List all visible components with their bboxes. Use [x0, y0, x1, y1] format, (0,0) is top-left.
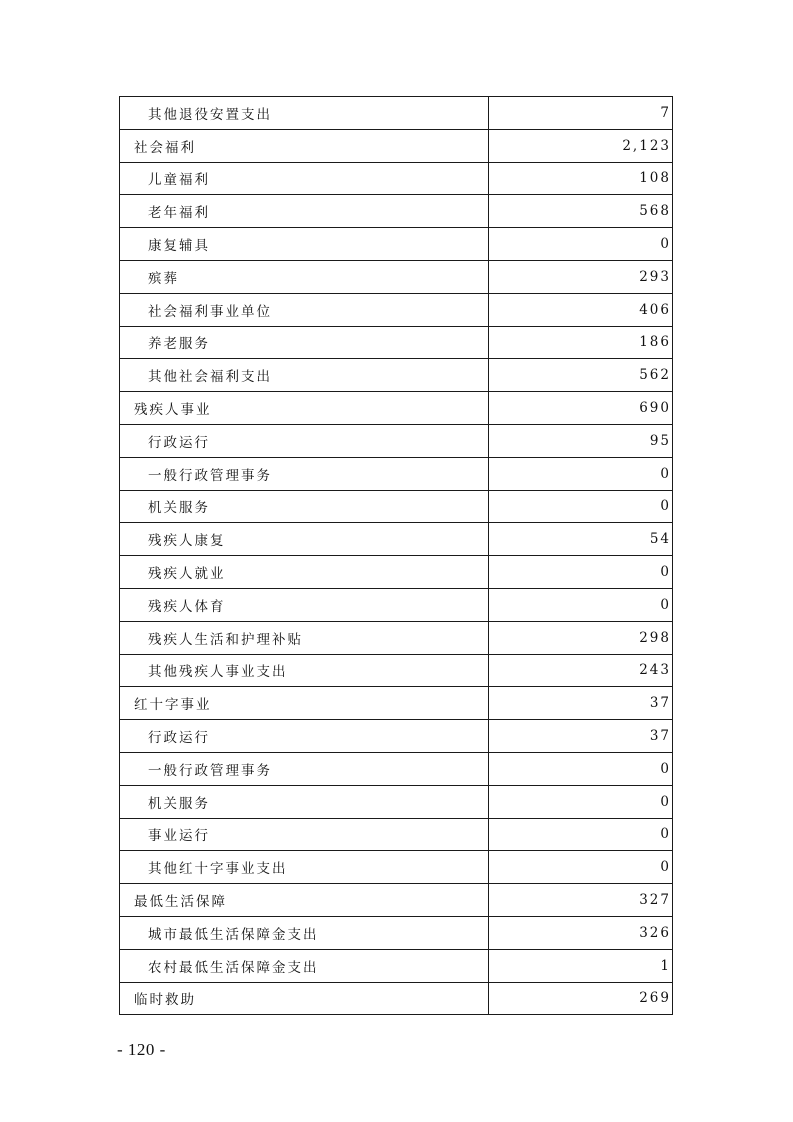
- subitem-name-cell: 其他残疾人事业支出: [120, 654, 489, 687]
- subitem-name-cell: 残疾人体育: [120, 588, 489, 621]
- category-name-cell: 红十字事业: [120, 687, 489, 720]
- subitem-name-cell: 养老服务: [120, 326, 489, 359]
- amount-cell: 2,123: [489, 129, 673, 162]
- subitem-name-cell: 一般行政管理事务: [120, 457, 489, 490]
- subitem-name-cell: 殡葬: [120, 260, 489, 293]
- amount-cell: 0: [489, 785, 673, 818]
- subitem-name-cell: 机关服务: [120, 490, 489, 523]
- amount-cell: 568: [489, 195, 673, 228]
- table-row: [120, 588, 673, 621]
- table-row: [120, 490, 673, 523]
- table-row: [120, 851, 673, 884]
- subitem-name-cell: 其他社会福利支出: [120, 359, 489, 392]
- table-row: [120, 228, 673, 261]
- table-row: [120, 326, 673, 359]
- table-row: [120, 392, 673, 425]
- amount-cell: 37: [489, 720, 673, 753]
- category-name-cell: 最低生活保障: [120, 884, 489, 917]
- table-row: [120, 785, 673, 818]
- subitem-name-cell: 其他退役安置支出: [120, 97, 489, 130]
- amount-cell: 0: [489, 588, 673, 621]
- subitem-name-cell: 残疾人康复: [120, 523, 489, 556]
- subitem-name-cell: 事业运行: [120, 818, 489, 851]
- amount-cell: 95: [489, 424, 673, 457]
- category-name-cell: 临时救助: [120, 982, 489, 1015]
- table-row: [120, 359, 673, 392]
- table-body: [120, 97, 673, 1015]
- subitem-name-cell: 行政运行: [120, 720, 489, 753]
- amount-cell: 1: [489, 949, 673, 982]
- amount-cell: 0: [489, 851, 673, 884]
- category-name-cell: 社会福利: [120, 129, 489, 162]
- table-row: [120, 260, 673, 293]
- subitem-name-cell: 康复辅具: [120, 228, 489, 261]
- page-number: - 120 -: [117, 1040, 166, 1059]
- subitem-name-cell: 社会福利事业单位: [120, 293, 489, 326]
- amount-cell: 690: [489, 392, 673, 425]
- amount-cell: 0: [489, 457, 673, 490]
- subitem-name-cell: 残疾人就业: [120, 556, 489, 589]
- table-row: [120, 884, 673, 917]
- category-name-cell: 残疾人事业: [120, 392, 489, 425]
- table-row: [120, 129, 673, 162]
- subitem-name-cell: 其他红十字事业支出: [120, 851, 489, 884]
- amount-cell: 293: [489, 260, 673, 293]
- amount-cell: 0: [489, 228, 673, 261]
- table-row: [120, 818, 673, 851]
- amount-cell: 406: [489, 293, 673, 326]
- table-row: [120, 424, 673, 457]
- table-row: [120, 195, 673, 228]
- table-row: [120, 293, 673, 326]
- amount-cell: 298: [489, 621, 673, 654]
- amount-cell: 7: [489, 97, 673, 130]
- table-row: [120, 654, 673, 687]
- table-row: [120, 523, 673, 556]
- amount-cell: 0: [489, 752, 673, 785]
- subitem-name-cell: 农村最低生活保障金支出: [120, 949, 489, 982]
- amount-cell: 0: [489, 818, 673, 851]
- table-row: [120, 720, 673, 753]
- table-row: [120, 687, 673, 720]
- subitem-name-cell: 一般行政管理事务: [120, 752, 489, 785]
- table-row: [120, 752, 673, 785]
- subitem-name-cell: 老年福利: [120, 195, 489, 228]
- subitem-name-cell: 城市最低生活保障金支出: [120, 916, 489, 949]
- amount-cell: 186: [489, 326, 673, 359]
- amount-cell: 0: [489, 556, 673, 589]
- subitem-name-cell: 机关服务: [120, 785, 489, 818]
- table-row: [120, 982, 673, 1015]
- subitem-name-cell: 儿童福利: [120, 162, 489, 195]
- amount-cell: 0: [489, 490, 673, 523]
- amount-cell: 37: [489, 687, 673, 720]
- table-row: [120, 556, 673, 589]
- table-row: [120, 949, 673, 982]
- amount-cell: 326: [489, 916, 673, 949]
- table-row: [120, 97, 673, 130]
- amount-cell: 269: [489, 982, 673, 1015]
- table-row: [120, 457, 673, 490]
- amount-cell: 562: [489, 359, 673, 392]
- table-row: [120, 621, 673, 654]
- table-row: [120, 162, 673, 195]
- amount-cell: 108: [489, 162, 673, 195]
- table-row: [120, 916, 673, 949]
- amount-cell: 327: [489, 884, 673, 917]
- subitem-name-cell: 残疾人生活和护理补贴: [120, 621, 489, 654]
- budget-table: [119, 96, 673, 1015]
- amount-cell: 243: [489, 654, 673, 687]
- subitem-name-cell: 行政运行: [120, 424, 489, 457]
- amount-cell: 54: [489, 523, 673, 556]
